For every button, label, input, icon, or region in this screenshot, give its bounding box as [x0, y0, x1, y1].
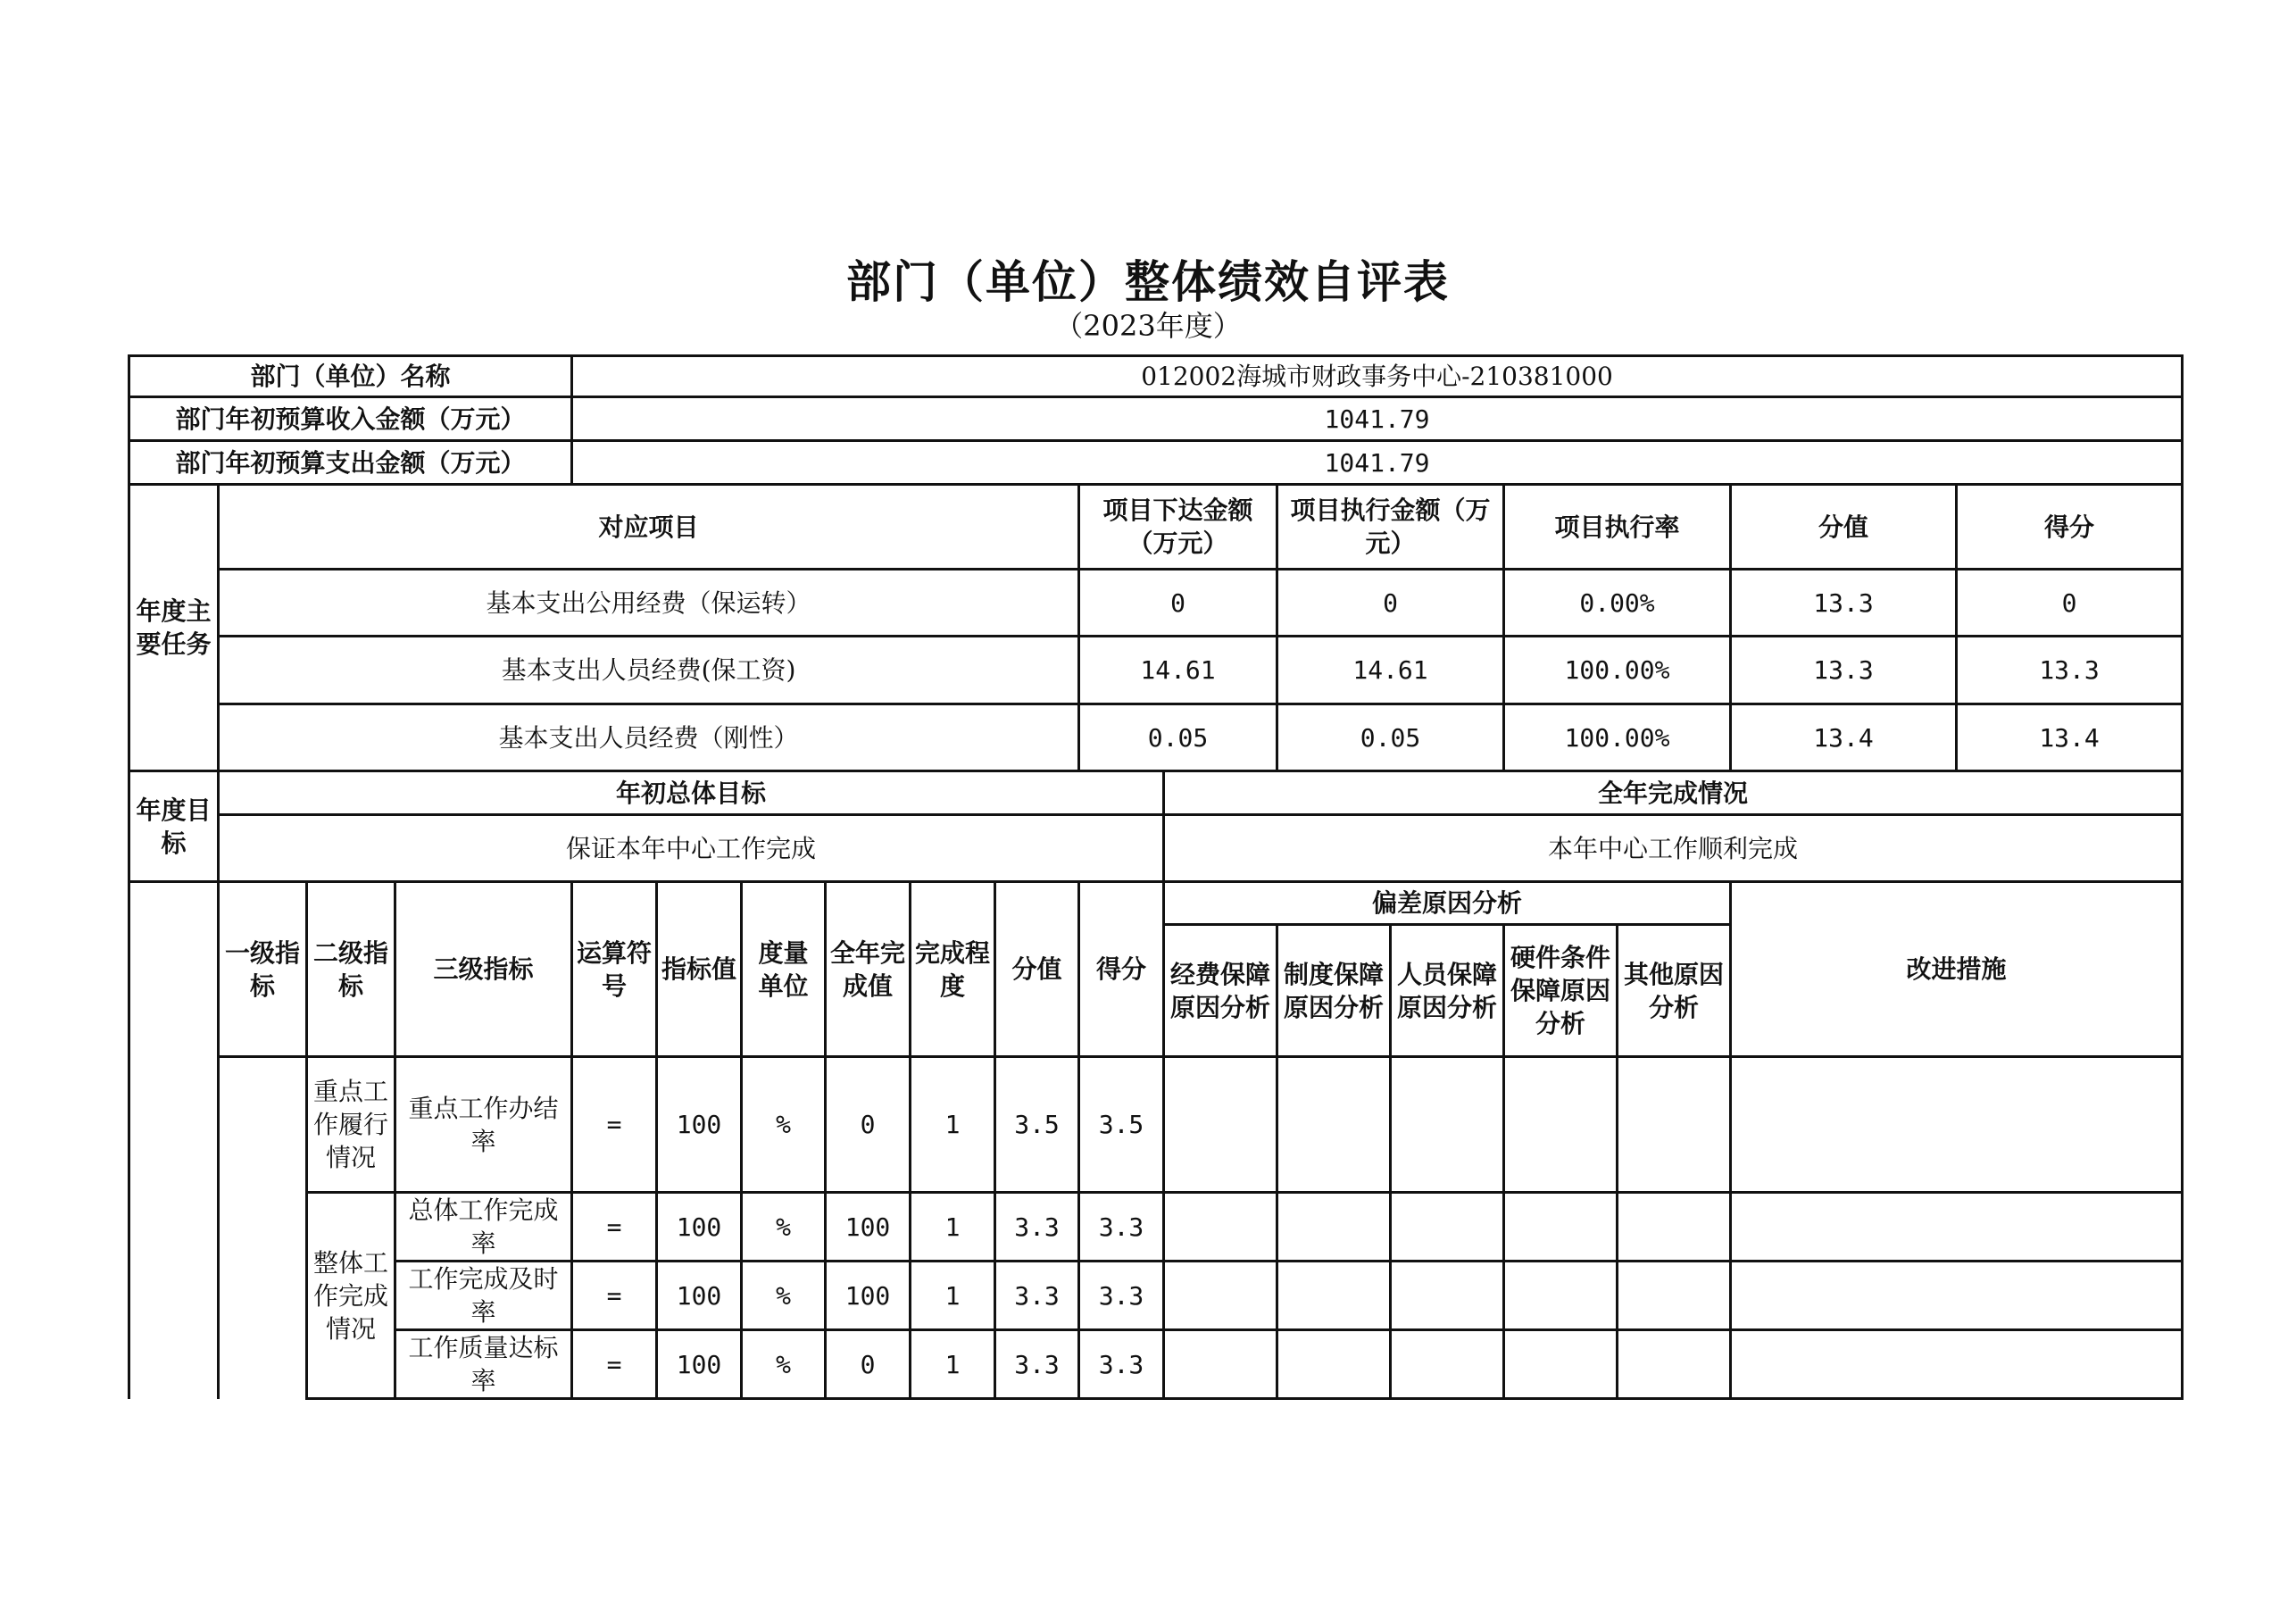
ind-header-dev-other: 其他原因分析: [1618, 925, 1731, 1057]
task-score-value: 13.4: [1731, 704, 1957, 771]
task-executed: 0: [1277, 570, 1504, 637]
ind-dev-other: [1618, 1193, 1731, 1262]
ind-header-improvement: 改进措施: [1731, 882, 2183, 1057]
ind-level3: 工作完成及时率: [395, 1262, 572, 1330]
page-title: 部门（单位）整体绩效自评表: [846, 256, 1450, 308]
ind-header-unit: 度量单位: [742, 882, 826, 1057]
task-issued: 0: [1079, 570, 1277, 637]
indicator-row: [129, 1193, 2183, 1262]
ind-header-actual: 全年完成值: [826, 882, 911, 1057]
ind-improvement: [1731, 1057, 2183, 1193]
task-rate: 0.00%: [1504, 570, 1731, 637]
ind-target: 100: [657, 1330, 742, 1399]
ind-degree: 1: [911, 1330, 995, 1399]
ind-level2: 重点工作履行情况: [307, 1057, 395, 1193]
ind-improvement: [1731, 1193, 2183, 1262]
ind-dev-funding: [1164, 1262, 1277, 1330]
task-executed: 14.61: [1277, 637, 1504, 704]
tasks-header-rate: 项目执行率: [1504, 485, 1731, 570]
task-row: [129, 704, 2183, 771]
task-row: [129, 570, 2183, 637]
ind-unit: %: [742, 1330, 826, 1399]
ind-dev-system: [1277, 1057, 1391, 1193]
ind-improvement: [1731, 1330, 2183, 1399]
ind-score: 3.5: [1079, 1057, 1164, 1193]
indicator-row: [129, 1330, 2183, 1399]
basic-row: [129, 397, 2183, 441]
tasks-header-executed: 项目执行金额（万元）: [1277, 485, 1504, 570]
basic-value: 1041.79: [572, 397, 2183, 441]
tasks-header-issued: 项目下达金额（万元）: [1079, 485, 1277, 570]
ind-dev-other: [1618, 1262, 1731, 1330]
ind-target: 100: [657, 1262, 742, 1330]
ind-header-score-value: 分值: [995, 882, 1079, 1057]
ind-score-value: 3.3: [995, 1330, 1079, 1399]
task-score-value: 13.3: [1731, 570, 1957, 637]
ind-level2: 整体工作完成情况: [307, 1193, 395, 1399]
task-issued: 0.05: [1079, 704, 1277, 771]
basic-label: 部门年初预算支出金额（万元）: [129, 441, 572, 485]
ind-unit: %: [742, 1262, 826, 1330]
ind-header-score: 得分: [1079, 882, 1164, 1057]
task-executed: 0.05: [1277, 704, 1504, 771]
ind-dev-funding: [1164, 1057, 1277, 1193]
ind-level3: 总体工作完成率: [395, 1193, 572, 1262]
ind-dev-other: [1618, 1330, 1731, 1399]
ind-operator: =: [572, 1262, 657, 1330]
ind-dev-system: [1277, 1193, 1391, 1262]
ind-dev-system: [1277, 1262, 1391, 1330]
task-score-value: 13.3: [1731, 637, 1957, 704]
task-item: 基本支出公用经费（保运转）: [219, 570, 1079, 637]
basic-label: 部门年初预算收入金额（万元）: [129, 397, 572, 441]
goals-value-row: [129, 815, 2183, 882]
ind-score: 3.3: [1079, 1193, 1164, 1262]
ind-header-level2: 二级指标: [307, 882, 395, 1057]
ind-degree: 1: [911, 1262, 995, 1330]
ind-degree: 1: [911, 1193, 995, 1262]
ind-actual: 0: [826, 1330, 911, 1399]
goals-completion-header: 全年完成情况: [1164, 771, 2183, 815]
tasks-section-label: 年度主要任务: [129, 485, 219, 771]
ind-score: 3.3: [1079, 1262, 1164, 1330]
task-row: [129, 637, 2183, 704]
indicators-section-blank: [129, 882, 219, 1399]
task-rate: 100.00%: [1504, 637, 1731, 704]
ind-dev-funding: [1164, 1193, 1277, 1262]
ind-score-value: 3.3: [995, 1262, 1079, 1330]
ind-improvement: [1731, 1262, 2183, 1330]
tasks-header-row: [129, 485, 2183, 570]
goals-initial-value: 保证本年中心工作完成: [219, 815, 1164, 882]
task-score: 0: [1957, 570, 2183, 637]
indicator-row: [129, 1262, 2183, 1330]
ind-actual: 100: [826, 1193, 911, 1262]
ind-header-dev-personnel: 人员保障原因分析: [1391, 925, 1504, 1057]
ind-header-level1: 一级指标: [219, 882, 307, 1057]
ind-dev-system: [1277, 1330, 1391, 1399]
basic-value: 1041.79: [572, 441, 2183, 485]
ind-dev-personnel: [1391, 1193, 1504, 1262]
page-subtitle: （2023年度）: [1054, 309, 1242, 343]
ind-actual: 0: [826, 1057, 911, 1193]
ind-header-dev-funding: 经费保障原因分析: [1164, 925, 1277, 1057]
ind-unit: %: [742, 1193, 826, 1262]
ind-dev-hardware: [1504, 1193, 1618, 1262]
ind-score-value: 3.5: [995, 1057, 1079, 1193]
ind-header-dev-hardware: 硬件条件保障原因分析: [1504, 925, 1618, 1057]
ind-level3: 工作质量达标率: [395, 1330, 572, 1399]
basic-row: [129, 441, 2183, 485]
ind-header-target: 指标值: [657, 882, 742, 1057]
goals-section-label: 年度目标: [129, 771, 219, 882]
goals-header-row: [129, 771, 2183, 815]
goals-completion-value: 本年中心工作顺利完成: [1164, 815, 2183, 882]
ind-dev-other: [1618, 1057, 1731, 1193]
ind-degree: 1: [911, 1057, 995, 1193]
ind-unit: %: [742, 1057, 826, 1193]
ind-operator: =: [572, 1193, 657, 1262]
ind-header-dev-system: 制度保障原因分析: [1277, 925, 1391, 1057]
ind-dev-personnel: [1391, 1262, 1504, 1330]
indicator-row: [129, 1057, 2183, 1193]
ind-dev-hardware: [1504, 1330, 1618, 1399]
ind-operator: =: [572, 1057, 657, 1193]
task-issued: 14.61: [1079, 637, 1277, 704]
ind-target: 100: [657, 1057, 742, 1193]
basic-row: [129, 356, 2183, 397]
ind-dev-personnel: [1391, 1057, 1504, 1193]
ind-header-operator: 运算符号: [572, 882, 657, 1057]
tasks-header-score-value: 分值: [1731, 485, 1957, 570]
ind-header-degree: 完成程度: [911, 882, 995, 1057]
task-score: 13.4: [1957, 704, 2183, 771]
task-item: 基本支出人员经费（刚性）: [219, 704, 1079, 771]
ind-dev-hardware: [1504, 1262, 1618, 1330]
ind-level1-blank: [219, 1057, 307, 1399]
indicators-header-row: [129, 882, 2183, 925]
evaluation-table: [128, 354, 2184, 1400]
task-item: 基本支出人员经费(保工资): [219, 637, 1079, 704]
ind-level3: 重点工作办结率: [395, 1057, 572, 1193]
ind-dev-funding: [1164, 1330, 1277, 1399]
ind-actual: 100: [826, 1262, 911, 1330]
ind-score: 3.3: [1079, 1330, 1164, 1399]
goals-initial-header: 年初总体目标: [219, 771, 1164, 815]
ind-header-deviation: 偏差原因分析: [1164, 882, 1731, 925]
ind-header-level3: 三级指标: [395, 882, 572, 1057]
ind-score-value: 3.3: [995, 1193, 1079, 1262]
basic-value: 012002海城市财政事务中心-210381000: [572, 356, 2183, 397]
ind-dev-hardware: [1504, 1057, 1618, 1193]
basic-label: 部门（单位）名称: [129, 356, 572, 397]
tasks-header-item: 对应项目: [219, 485, 1079, 570]
ind-target: 100: [657, 1193, 742, 1262]
task-rate: 100.00%: [1504, 704, 1731, 771]
ind-dev-personnel: [1391, 1330, 1504, 1399]
tasks-header-score: 得分: [1957, 485, 2183, 570]
ind-operator: =: [572, 1330, 657, 1399]
task-score: 13.3: [1957, 637, 2183, 704]
